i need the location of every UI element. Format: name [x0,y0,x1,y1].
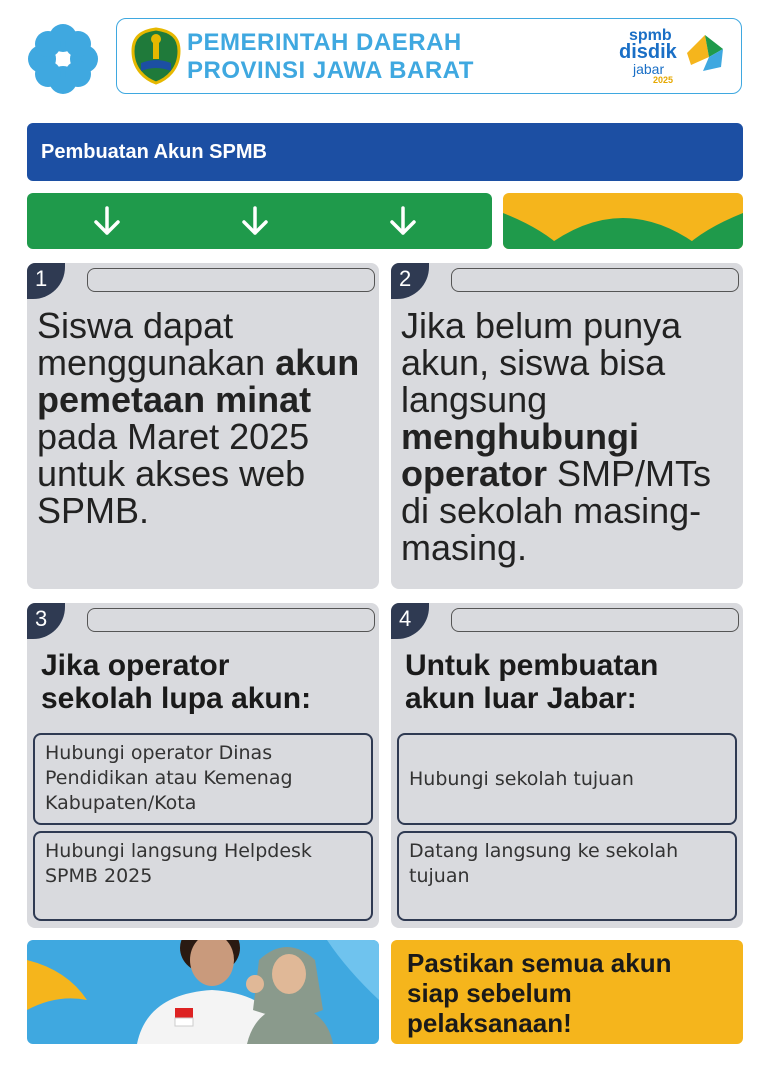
students-photo [27,940,379,1044]
gov-title-line2: PROVINSI JAWA BARAT [187,57,474,84]
decorative-hill-bar [503,193,743,249]
arrow-down-icon [239,205,271,237]
card-number: 1 [27,263,65,299]
students-illustration [27,940,379,1044]
card-3-heading: Jika operator sekolah lupa akun: [41,649,312,715]
hill-decoration-icon [503,193,743,249]
info-card-1 [27,263,379,589]
card-number: 2 [391,263,429,299]
card-number: 3 [27,603,65,639]
card-4-heading: Untuk pembuatan akun luar Jabar: [405,649,659,715]
card-header-pill [451,268,739,292]
card-header-pill [87,608,375,632]
reminder-panel [391,940,743,1044]
card-header-pill [451,608,739,632]
info-card-3 [27,603,379,928]
card-4-item-1: Hubungi sekolah tujuan [397,733,737,825]
card-3-item-2: Hubungi langsung Helpdesk SPMB 2025 [33,831,373,921]
jawa-barat-crest-icon [131,27,181,85]
logo-jabar-text: jabar [633,61,665,77]
arrow-down-icon [387,205,419,237]
page-title: Pembuatan Akun SPMB [41,141,267,163]
arrow-strip [27,193,492,249]
government-title [187,29,474,85]
flower-decoration-icon [26,22,100,96]
card-1-text: Siswa dapat menggunakan akun pemetaan minat pada Maret 2025 untuk akses web SPMB. [37,305,360,531]
info-card-4 [391,603,743,928]
reminder-text: Pastikan semua akun siap sebelum pelaksanaan! [407,948,672,1038]
card-4-item-2: Datang langsung ke sekolah tujuan [397,831,737,921]
logo-disdik-text: disdik [619,41,677,63]
logo-spmb-text: spmb [629,27,672,44]
spmb-disdik-logo [619,25,729,89]
card-2-text: Jika belum punya akun, siswa bisa langsung menghubungi operator SMP/MTs di sekolah masing-masing. [401,305,712,568]
card-number: 4 [391,603,429,639]
card-header-pill [87,268,375,292]
logo-year-text: 2025 [653,75,674,85]
card-3-item-1: Hubungi operator Dinas Pendidikan atau Kemenag Kabupaten/Kota [33,733,373,825]
header-banner [116,18,742,94]
arrow-down-icon [91,205,123,237]
section-title-bar [27,123,743,181]
gov-title-line1: PEMERINTAH DAERAH [187,29,462,56]
logo-book-icon [683,31,727,75]
info-card-2 [391,263,743,589]
